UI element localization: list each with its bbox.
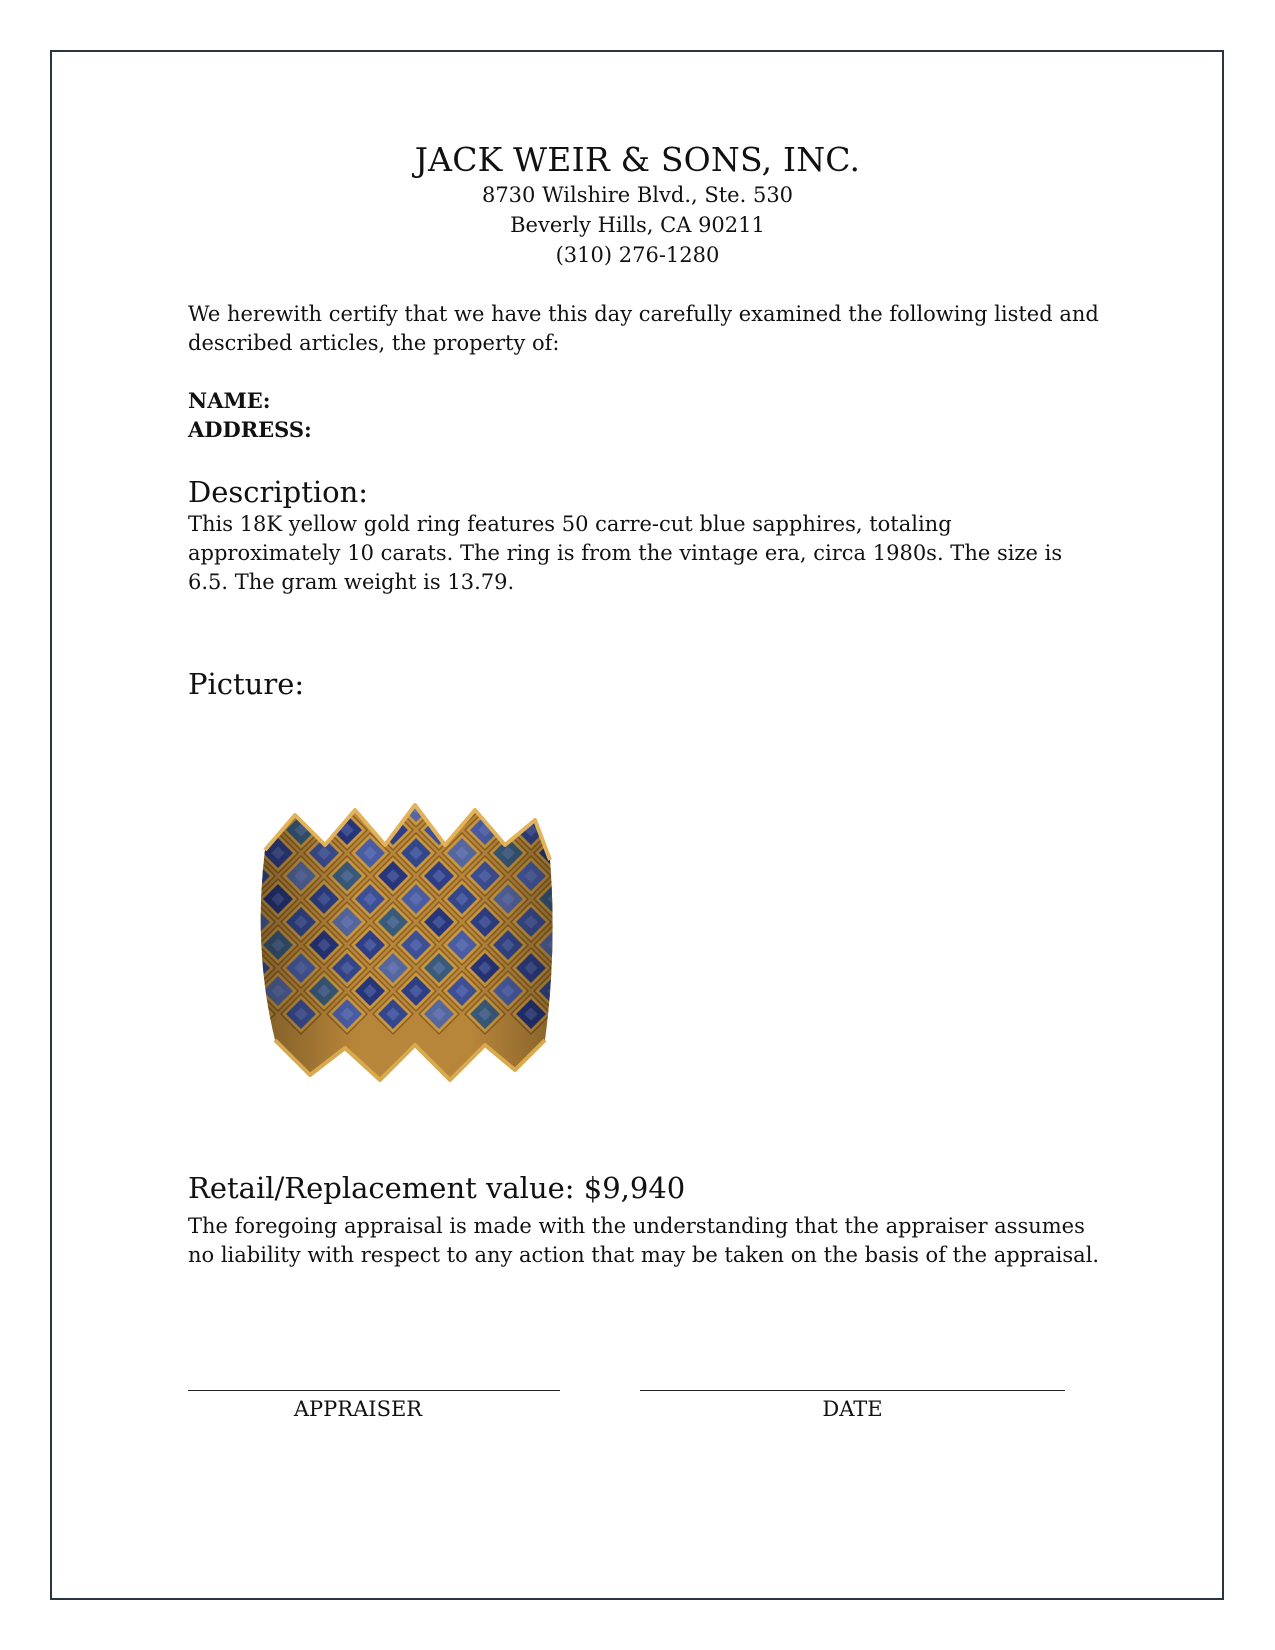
ring-bezel	[245, 925, 252, 965]
description-section	[188, 474, 1108, 597]
sapphire-stone	[562, 999, 565, 1029]
sapphire-stone	[562, 815, 565, 845]
ring-bezel	[557, 810, 565, 850]
sapphire-stone	[493, 792, 523, 822]
sapphire-table	[248, 961, 262, 975]
ring-picture	[245, 790, 565, 1100]
ring-bezel	[245, 833, 252, 873]
picture-section	[188, 666, 1108, 702]
sapphire-stone	[562, 861, 565, 891]
sapphire-table	[248, 915, 262, 929]
address-label: ADDRESS:	[188, 417, 312, 442]
sapphire-stone	[309, 792, 339, 822]
certification-block	[188, 300, 1108, 358]
sapphire-table	[501, 800, 515, 814]
valuation-section	[188, 1170, 1108, 1270]
sapphire-stone	[539, 792, 565, 822]
disclaimer-text: The foregoing appraisal is made with the understanding that the appraiser assumes no liability with respect to any action that may be taken on the basis of the appraisal.	[188, 1214, 1100, 1267]
sapphire-table	[455, 800, 469, 814]
appraiser-label: APPRAISER	[293, 1397, 423, 1421]
ring-bezel	[534, 790, 565, 827]
retail-value-heading: Retail/Replacement value: $9,940	[188, 1171, 686, 1205]
sapphire-table	[248, 1007, 262, 1021]
sapphire-stone	[245, 884, 247, 914]
ring-bezel	[557, 994, 565, 1034]
ring-bezel	[488, 790, 528, 827]
description-heading: Description:	[188, 475, 369, 509]
sapphire-table	[363, 800, 377, 814]
sapphire-stone	[562, 953, 565, 983]
document-border	[50, 50, 1224, 1600]
ring-bezel	[245, 790, 252, 827]
sapphire-table	[248, 869, 262, 883]
sapphire-stone	[245, 792, 247, 822]
sapphire-table	[547, 800, 561, 814]
ring-bezel	[245, 879, 252, 919]
sapphire-stone	[245, 999, 270, 1029]
certification-text: We herewith certify that we have this day carefully examined the following listed and described articles, the property of:	[188, 302, 1099, 355]
sapphire-table	[248, 823, 262, 837]
ring-bezel	[245, 971, 252, 1011]
date-signature-line	[640, 1390, 1065, 1391]
sapphire-stone	[245, 838, 247, 868]
ring-bezel	[304, 790, 344, 827]
sapphire-stone	[263, 792, 293, 822]
sapphire-table	[271, 800, 285, 814]
sapphire-stone	[562, 907, 565, 937]
company-phone: (310) 276-1280	[555, 243, 720, 267]
company-header	[0, 140, 1275, 270]
appraiser-signature-line	[188, 1390, 560, 1391]
company-address-line1: 8730 Wilshire Blvd., Ste. 530	[481, 183, 794, 207]
description-text: This 18K yellow gold ring features 50 carre-cut blue sapphires, totaling approximately 10 carats. The ring is from the vintage era, circa 1980s. The size is 6.5. The gram weight is 13.79.	[188, 512, 1063, 594]
ring-bezel	[557, 948, 565, 988]
name-label: NAME:	[188, 388, 271, 413]
company-address-line2: Beverly Hills, CA 90211	[510, 213, 765, 237]
date-label: DATE	[822, 1397, 883, 1421]
sapphire-table	[317, 800, 331, 814]
ring-bezel	[557, 856, 565, 896]
sapphire-stone	[245, 815, 270, 845]
sapphire-stone	[245, 930, 247, 960]
sapphire-stone	[245, 976, 247, 1006]
picture-heading: Picture:	[188, 667, 305, 701]
ring-bezel	[557, 902, 565, 942]
company-name: JACK WEIR & SONS, INC.	[414, 140, 861, 179]
owner-block	[188, 386, 1108, 444]
